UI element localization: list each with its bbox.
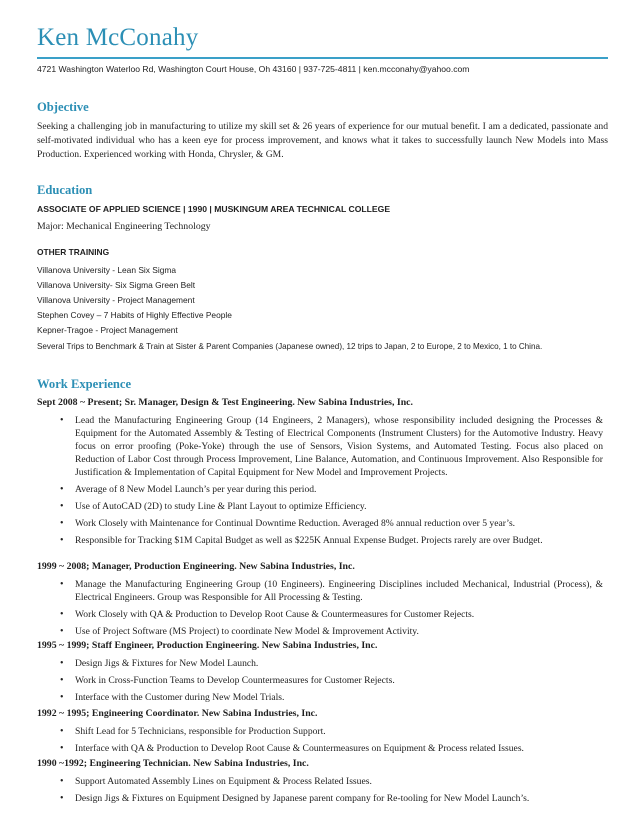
job-title: 1999 ~ 2008; Manager, Production Engineering. New Sabina Industries, Inc.	[37, 561, 355, 572]
list-item: • Average of 8 New Model Launch’s per year during this period.	[37, 483, 603, 496]
contact-line: 4721 Washington Waterloo Rd, Washington Court House, Oh 43160 | 937-725-4811 | ken.mcconahy@yahoo.com	[37, 64, 470, 74]
list-item: • Interface with the Customer during New Model Trials.	[37, 691, 603, 704]
other-training-heading: OTHER TRAINING	[37, 247, 110, 257]
degree-line: ASSOCIATE OF APPLIED SCIENCE | 1990 | MUSKINGUM AREA TECHNICAL COLLEGE	[37, 204, 391, 214]
training-item: Kepner-Tragoe - Project Management	[37, 325, 178, 335]
job-bullets	[37, 414, 603, 551]
list-item: • Work Closely with QA & Production to Develop Root Cause & Countermeasures for Customer Rejects.	[37, 608, 603, 621]
job-bullets	[37, 725, 603, 759]
job-bullets	[37, 657, 603, 708]
list-item: • Lead the Manufacturing Engineering Group (14 Engineers, 2 Managers), whose responsibility included designing the Processes & Equipment for the Automated Assembly & Testing of Electrical Components (Instrument Clusters) for the Automotive Industry. Heavy focus on error proofing (Poke-Yoke) through the use of Sensors, Vision Systems, and Automated Testing. Focus also placed on Reduction of Labor Cost through Process Improvement, Line Balance, Automation, and Continuous Improvement. Also Responsible for Justification & Implementation of Capital Equipment for New Model and Improvement Projects.	[37, 414, 603, 479]
list-item: • Interface with QA & Production to Develop Root Cause & Countermeasures on Equipment & Process related Issues.	[37, 742, 603, 755]
major-line: Major: Mechanical Engineering Technology	[37, 221, 211, 232]
list-item: • Work Closely with Maintenance for Continual Downtime Reduction. Averaged 8% annual reduction over 5 year’s.	[37, 517, 603, 530]
list-item: • Use of Project Software (MS Project) to coordinate New Model & Improvement Activity.	[37, 625, 603, 638]
training-item: Villanova University - Lean Six Sigma	[37, 265, 177, 275]
list-item: • Use of AutoCAD (2D) to study Line & Plant Layout to optimize Efficiency.	[37, 500, 603, 513]
list-item: • Shift Lead for 5 Technicians, responsible for Production Support.	[37, 725, 603, 738]
candidate-name: Ken McConahy	[37, 24, 199, 51]
list-item: • Work in Cross-Function Teams to Develop Countermeasures for Customer Rejects.	[37, 674, 603, 687]
training-item: Stephen Covey – 7 Habits of Highly Effective People	[37, 310, 232, 320]
job-bullets	[37, 775, 603, 809]
training-item: Several Trips to Benchmark & Train at Sister & Parent Companies (Japanese owned), 12 trips to Japan, 2 to Europe, 2 to Mexico, 1 to China.	[37, 342, 543, 351]
list-item: • Support Automated Assembly Lines on Equipment & Process Related Issues.	[37, 775, 603, 788]
job-title: Sept 2008 ~ Present; Sr. Manager, Design & Test Engineering. New Sabina Industries, Inc.	[37, 397, 413, 408]
objective-text: Seeking a challenging job in manufacturing to utilize my skill set & 26 years of experience for our mutual benefit. I am a dedicated, passionate and self-motivated individual who has a keen eye for process improvement, and knows what it takes to successfully launch New Models into Mass Production. Experienced working with Honda, Chrysler, & GM.	[37, 121, 608, 160]
objective-heading: Objective	[37, 100, 89, 114]
training-item: Villanova University- Six Sigma Green Belt	[37, 280, 196, 290]
list-item: • Design Jigs & Fixtures for New Model Launch.	[37, 657, 603, 670]
education-heading: Education	[37, 183, 93, 197]
list-item: • Manage the Manufacturing Engineering Group (10 Engineers). Engineering Disciplines included Mechanical, Industrial (Process), & Electrical Engineers. Group was Responsible for All Processing & Testing.	[37, 578, 603, 604]
work-experience-heading: Work Experience	[37, 377, 132, 391]
list-item: • Responsible for Tracking $1M Capital Budget as well as $225K Annual Expense Budget. Projects rarely are over Budget.	[37, 534, 603, 547]
training-item: Villanova University - Project Management	[37, 295, 195, 305]
job-title: 1992 ~ 1995; Engineering Coordinator. New Sabina Industries, Inc.	[37, 708, 318, 719]
job-title: 1990 ~1992; Engineering Technician. New Sabina Industries, Inc.	[37, 758, 309, 769]
job-title: 1995 ~ 1999; Staff Engineer, Production Engineering. New Sabina Industries, Inc.	[37, 640, 378, 651]
list-item: • Design Jigs & Fixtures on Equipment Designed by Japanese parent company for Re-tooling for New Model Launch’s.	[37, 792, 603, 805]
header-divider	[37, 57, 608, 59]
job-bullets	[37, 578, 603, 642]
